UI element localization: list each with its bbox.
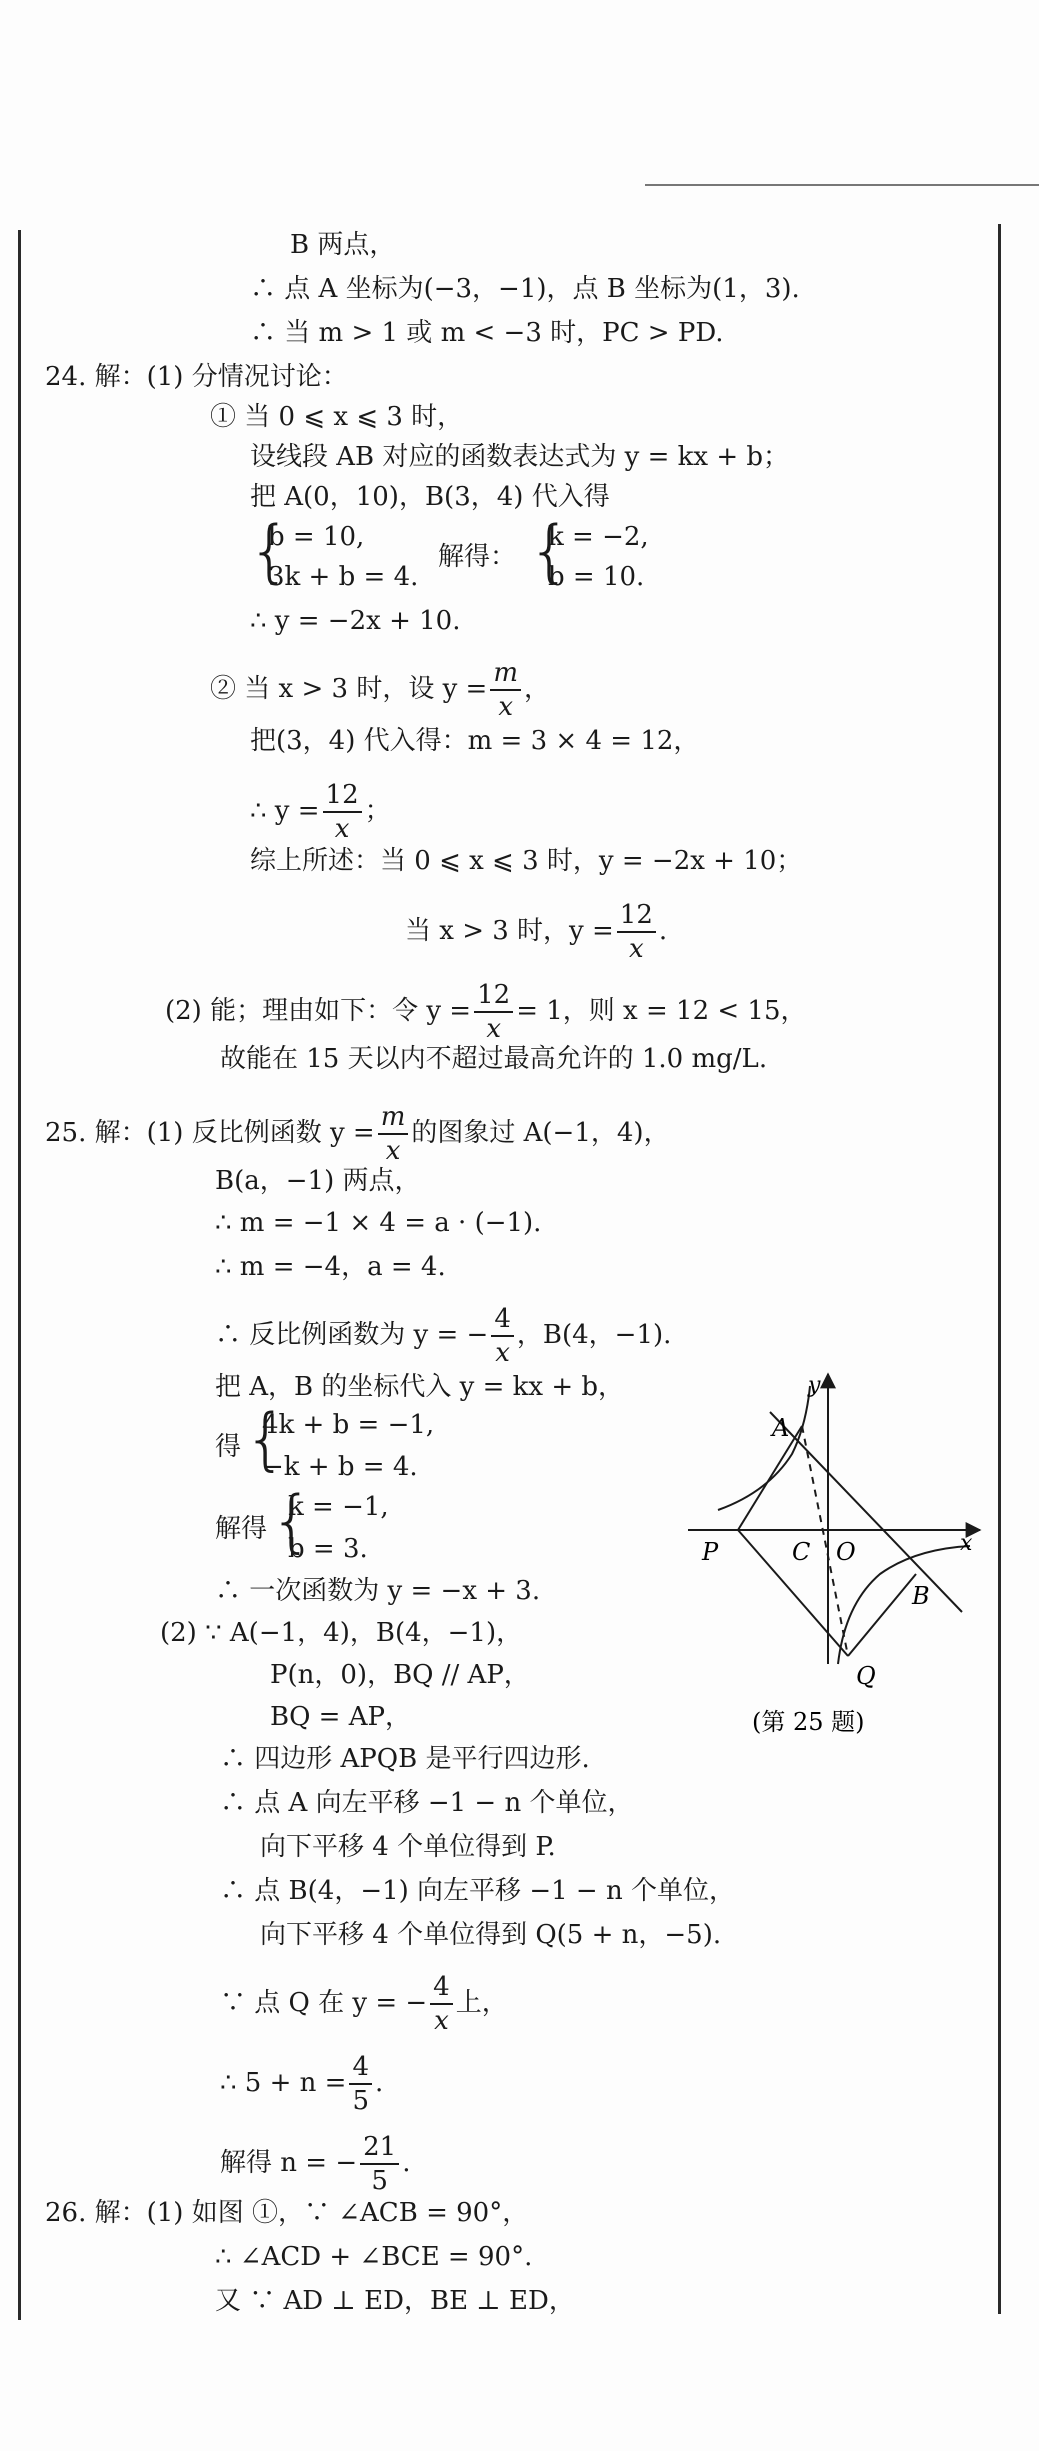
eq-k-neg1: k = −1, [288, 1492, 389, 1522]
line-ab [770, 1412, 962, 1612]
line-case-2: ② 当 x > 3 时，设 y = $\frac{m}{x}$ ， [210, 658, 550, 722]
line-5-plus-n: ∴ 5 + n = $\frac{4}{5}$ . [220, 2052, 384, 2116]
line-part-2: (2) 能；理由如下：令 y = $\frac{12}{x}$ = 1，则 x = 12 < 15， [165, 980, 807, 1044]
line-set-expression: 设线段 AB 对应的函数表达式为 y = kx + b； [250, 442, 790, 472]
line-q-on-curve: ∵ 点 Q 在 y = − $\frac{4}{x}$ 上， [220, 1972, 508, 2036]
problem-24-heading: 24. 解：(1) 分情况讨论： [45, 362, 348, 392]
left-brace: { [248, 512, 292, 591]
label-o: O [836, 1538, 856, 1566]
line-part-2-25: (2) ∵ A(−1，4)，B(4，−1)， [160, 1618, 523, 1648]
line-parallelogram: ∴ 四边形 APQB 是平行四边形. [220, 1744, 590, 1774]
line-linear-fn: ∴ 一次函数为 y = −x + 3. [215, 1576, 541, 1606]
fraction: $\frac{21}{5}$ [360, 2134, 399, 2194]
line-coordinates: ∴ 点 A 坐标为(−3，−1)，点 B 坐标为(1，3). [250, 274, 800, 304]
line-qb [848, 1574, 916, 1656]
problem-26-heading: 26. 解：(1) 如图 ①，∵ ∠ACB = 90°， [45, 2198, 529, 2228]
left-brace: { [270, 1482, 314, 1561]
eq-b10: b = 10, [268, 522, 365, 552]
line-substitute-ab: 把 A，B 的坐标代入 y = kx + b， [215, 1372, 625, 1402]
fraction: $\frac{4}{5}$ [349, 2054, 372, 2114]
fraction: $\frac{4}{x}$ [430, 1974, 453, 2034]
line-conclusion-24: 故能在 15 天以内不超过最高允许的 1.0 mg/L. [220, 1044, 768, 1074]
solve-label: 解得： [438, 542, 517, 572]
eq-3k-b: 3k + b = 4. [268, 562, 419, 592]
line-shift-a-down: 向下平移 4 个单位得到 P. [260, 1832, 556, 1862]
figure-25 [680, 1364, 990, 1744]
problem-25-heading: 25. 解：(1) 反比例函数 y = $\frac{m}{x}$ 的图象过 A(−1，4)， [45, 1102, 670, 1166]
line-conclusion-23: ∴ 当 m > 1 或 m < −3 时，PC > PD. [250, 318, 724, 348]
line-angle-sum: ∴ ∠ACD + ∠BCE = 90°. [215, 2242, 533, 2272]
label-c: C [792, 1538, 811, 1566]
solve-label-2: 解得 [215, 1514, 268, 1544]
line-shift-b-down: 向下平移 4 个单位得到 Q(5 + n，−5). [260, 1920, 722, 1950]
label-y: y [808, 1373, 821, 1398]
fraction: $\frac{12}{x}$ [474, 982, 513, 1042]
label-b: B [912, 1582, 930, 1610]
line-shift-a: ∴ 点 A 向左平移 −1 − n 个单位， [220, 1788, 634, 1818]
line-b-points: B 两点， [290, 230, 396, 260]
hyperbola-lower-right [838, 1546, 970, 1664]
right-margin-bar [998, 224, 1001, 2314]
fraction: $\frac{4}{x}$ [491, 1306, 514, 1366]
line-perpendicular: 又 ∵ AD ⊥ ED，BE ⊥ ED， [215, 2286, 575, 2316]
label-q: Q [856, 1662, 876, 1690]
line-bq-ap: BQ = AP， [270, 1702, 412, 1732]
fraction: $\frac{12}{x}$ [617, 902, 656, 962]
figure-caption: (第 25 题) [752, 1708, 865, 1736]
label-p: P [702, 1538, 719, 1566]
fraction: $\frac{m}{x}$ [490, 660, 521, 720]
line-case-1: ① 当 0 ⩽ x ⩽ 3 时， [210, 402, 464, 432]
left-brace: { [244, 1400, 288, 1479]
left-margin-bar [18, 230, 21, 2320]
line-inverse-result: ∴ y = $\frac{12}{x}$ ； [250, 780, 391, 844]
line-substitute: 把 A(0，10)，B(3，4) 代入得 [250, 482, 610, 512]
line-shift-b: ∴ 点 B(4，−1) 向左平移 −1 − n 个单位， [220, 1876, 735, 1906]
line-b-point: B(a，−1) 两点， [215, 1166, 421, 1196]
line-linear-result: ∴ y = −2x + 10. [250, 606, 461, 636]
eq-b3: b = 3. [288, 1534, 368, 1564]
line-summary: 综上所述：当 0 ⩽ x ⩽ 3 时，y = −2x + 10； [250, 846, 803, 876]
line-summary-2: 当 x > 3 时，y = $\frac{12}{x}$ . [405, 900, 668, 964]
label-x: x [960, 1531, 973, 1556]
line-n-result: 解得 n = − $\frac{21}{5}$ . [220, 2132, 411, 2196]
line-inverse-fn: ∴ 反比例函数为 y = − $\frac{4}{x}$ ，B(4，−1). [215, 1304, 672, 1368]
line-p-point: P(n，0)，BQ // AP， [270, 1660, 530, 1690]
eq-4k: 4k + b = −1, [262, 1410, 435, 1440]
fraction: $\frac{m}{x}$ [378, 1104, 409, 1164]
left-brace: { [528, 512, 572, 591]
line-m-a: ∴ m = −4，a = 4. [215, 1252, 446, 1282]
label-a: A [772, 1414, 790, 1442]
de-label: 得 [215, 1432, 242, 1462]
line-m-eq: ∴ m = −1 × 4 = a · (−1). [215, 1208, 542, 1238]
header-rule [645, 184, 1039, 186]
fraction: $\frac{12}{x}$ [323, 782, 362, 842]
line-substitute-34: 把(3，4) 代入得：m = 3 × 4 = 12， [250, 726, 700, 756]
eq-neg-k: −k + b = 4. [262, 1452, 418, 1482]
eq-k-neg2: k = −2, [548, 522, 649, 552]
eq-b10-result: b = 10. [548, 562, 645, 592]
hyperbola-upper-left [718, 1386, 810, 1510]
line-ap [738, 1426, 802, 1530]
